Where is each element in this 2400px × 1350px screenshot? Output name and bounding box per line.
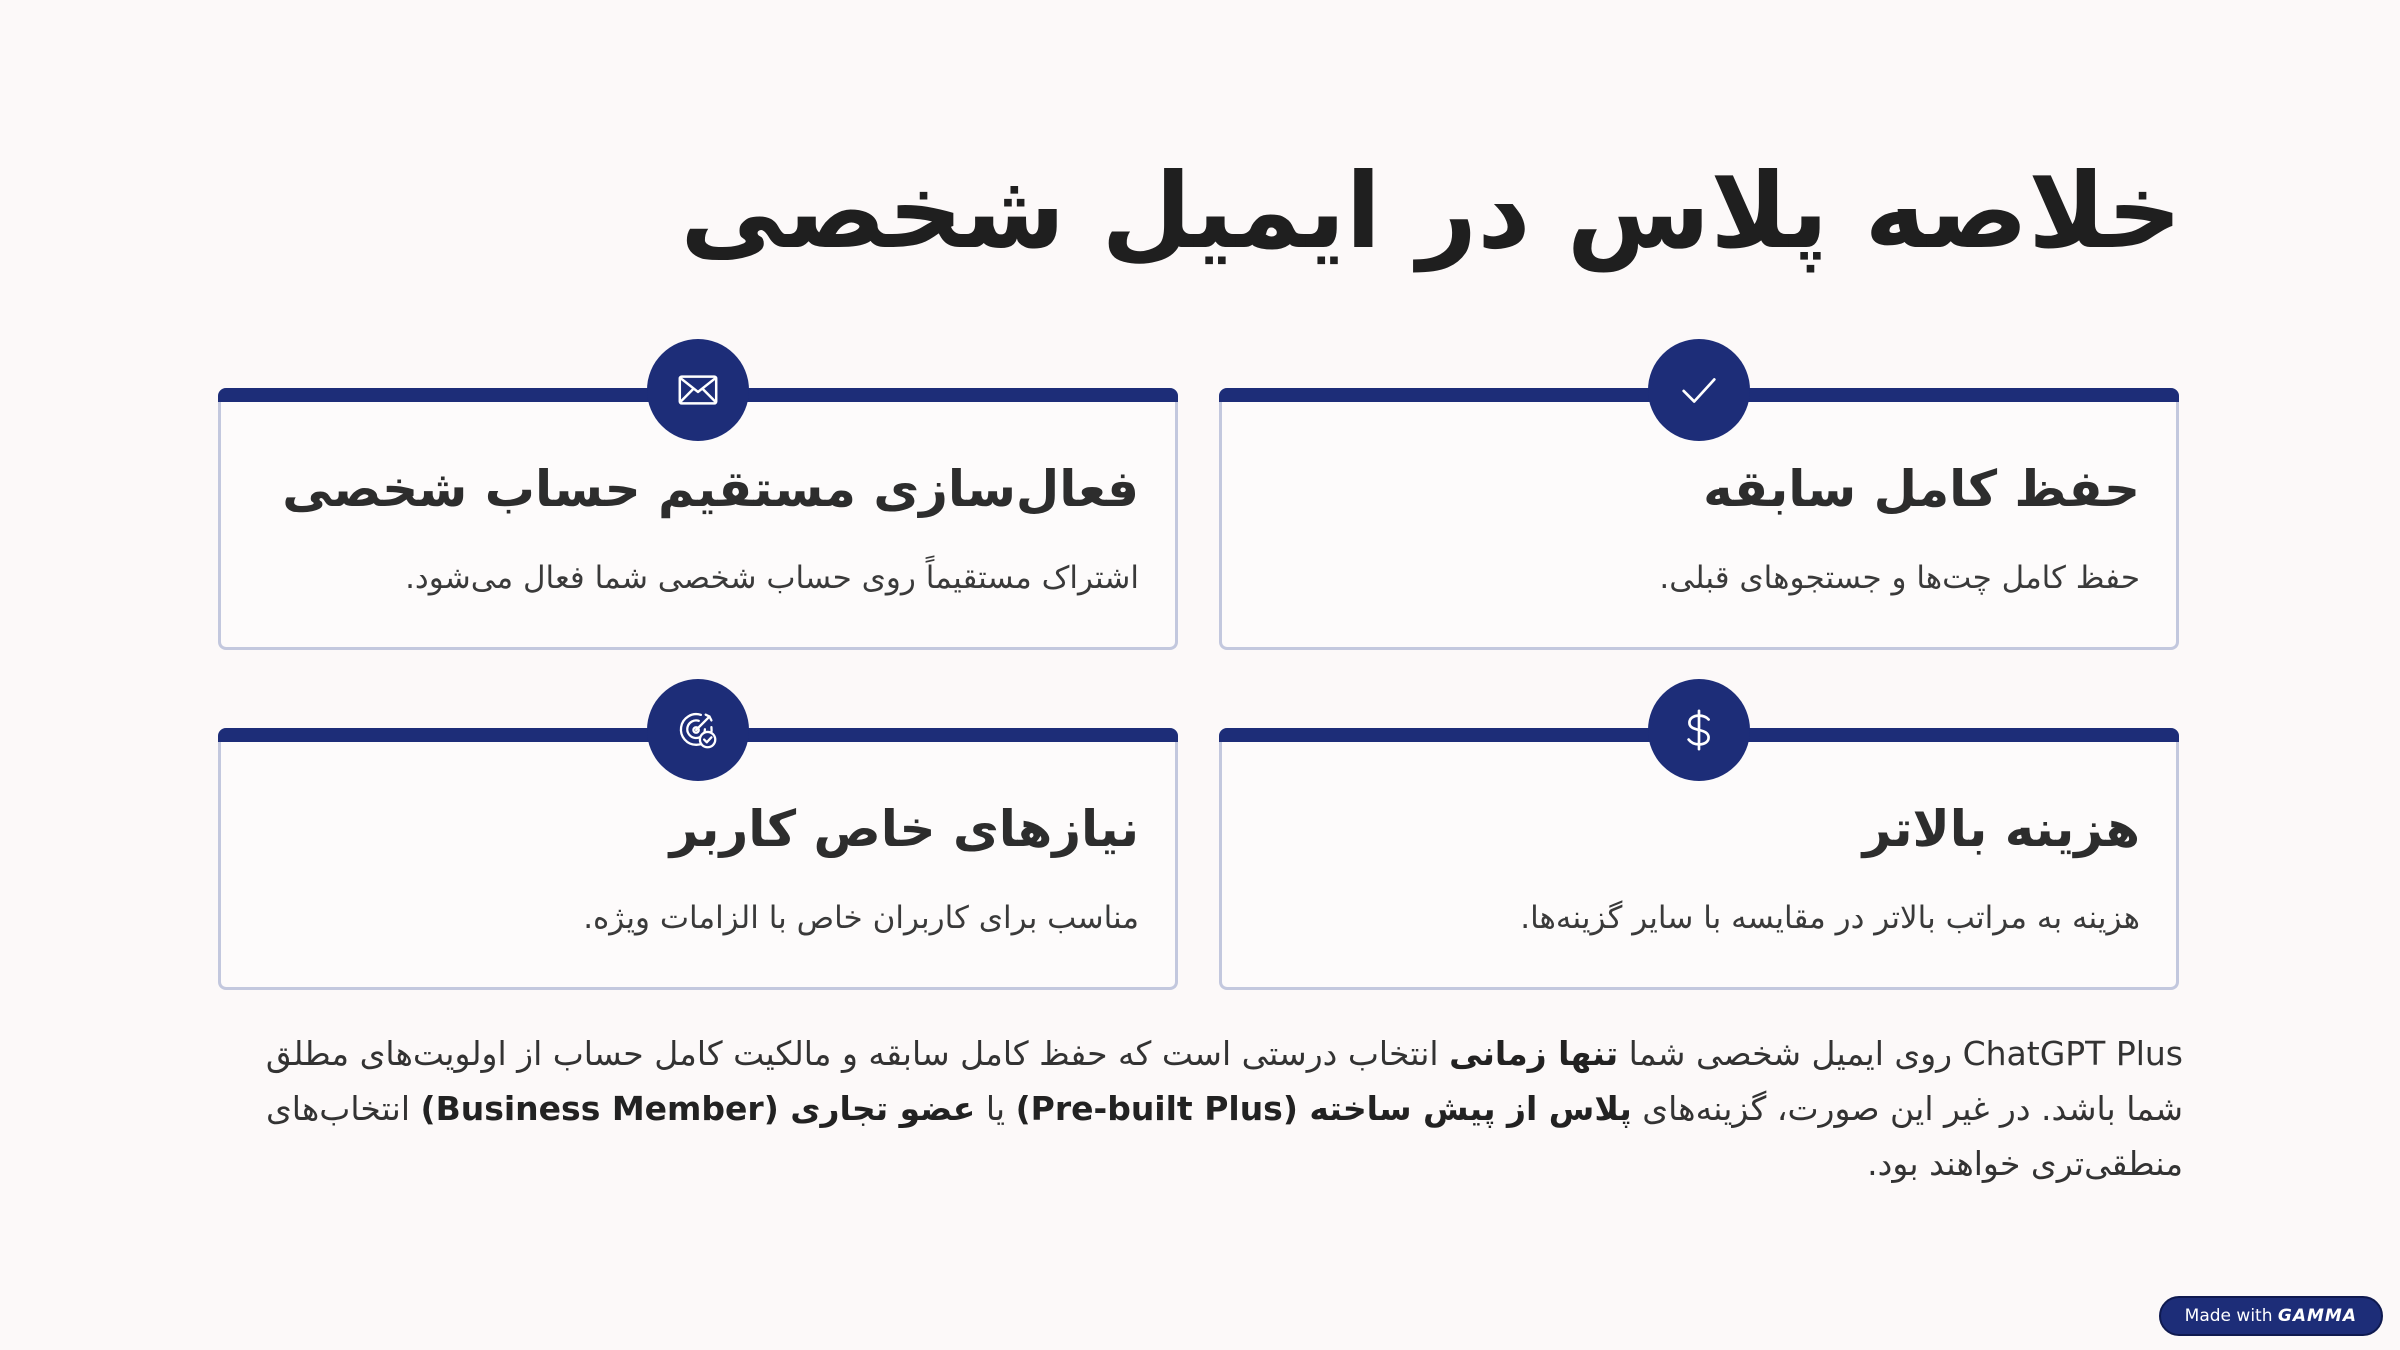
card-description: هزینه به مراتب بالاتر در مقایسه با سایر گزینه‌ها. xyxy=(1520,900,2140,936)
card-title: فعال‌سازی مستقیم حساب شخصی xyxy=(282,460,1139,518)
summary-text: یا xyxy=(975,1089,1016,1128)
card-description: مناسب برای کاربران خاص با الزامات ویژه. xyxy=(583,900,1139,936)
check-icon xyxy=(1676,367,1722,413)
made-with-label: Made with xyxy=(2184,1306,2273,1326)
envelope-icon xyxy=(675,367,721,413)
summary-text: انتخاب‌های منطقی‌تری خواهند بود. xyxy=(265,1089,2183,1183)
slide-title: خلاصه پلاس در ایمیل شخصی xyxy=(680,150,2182,272)
card-description: حفظ کامل چت‌ها و جستجوهای قبلی. xyxy=(1659,560,2140,596)
card-higher-cost xyxy=(1219,728,2179,990)
dollar-icon xyxy=(1676,707,1722,753)
made-with-gamma-badge[interactable] xyxy=(2159,1296,2383,1336)
target-icon-badge xyxy=(647,679,749,781)
target-icon xyxy=(675,707,721,753)
envelope-icon-badge xyxy=(647,339,749,441)
card-description: اشتراک مستقیماً روی حساب شخصی شما فعال می‌شود. xyxy=(405,560,1139,596)
card-title: حفظ کامل سابقه xyxy=(1703,460,2140,518)
card-title: نیازهای خاص کاربر xyxy=(669,800,1139,858)
card-title: هزینه بالاتر xyxy=(1862,800,2140,858)
gamma-logo: GAMMA xyxy=(2277,1306,2357,1326)
check-icon-badge xyxy=(1648,339,1750,441)
summary-emphasis: پلاس از پیش ساخته (Pre-built Plus) xyxy=(1015,1089,1632,1128)
dollar-icon-badge xyxy=(1648,679,1750,781)
summary-emphasis: عضو تجاری (Business Member) xyxy=(420,1089,976,1128)
card-direct-activation xyxy=(218,388,1178,650)
summary-paragraph xyxy=(218,1026,2183,1191)
card-special-needs xyxy=(218,728,1178,990)
summary-emphasis: تنها زمانی xyxy=(1449,1034,1619,1073)
card-full-history xyxy=(1219,388,2179,650)
summary-text: ChatGPT Plus روی ایمیل شخصی شما xyxy=(1618,1034,2183,1073)
summary-text: انتخاب درستی است که حفظ کامل سابقه و مالکیت کامل حساب از اولویت‌های مطلق شما باشد. در غیر این صورت، گزینه‌های xyxy=(265,1034,2183,1128)
